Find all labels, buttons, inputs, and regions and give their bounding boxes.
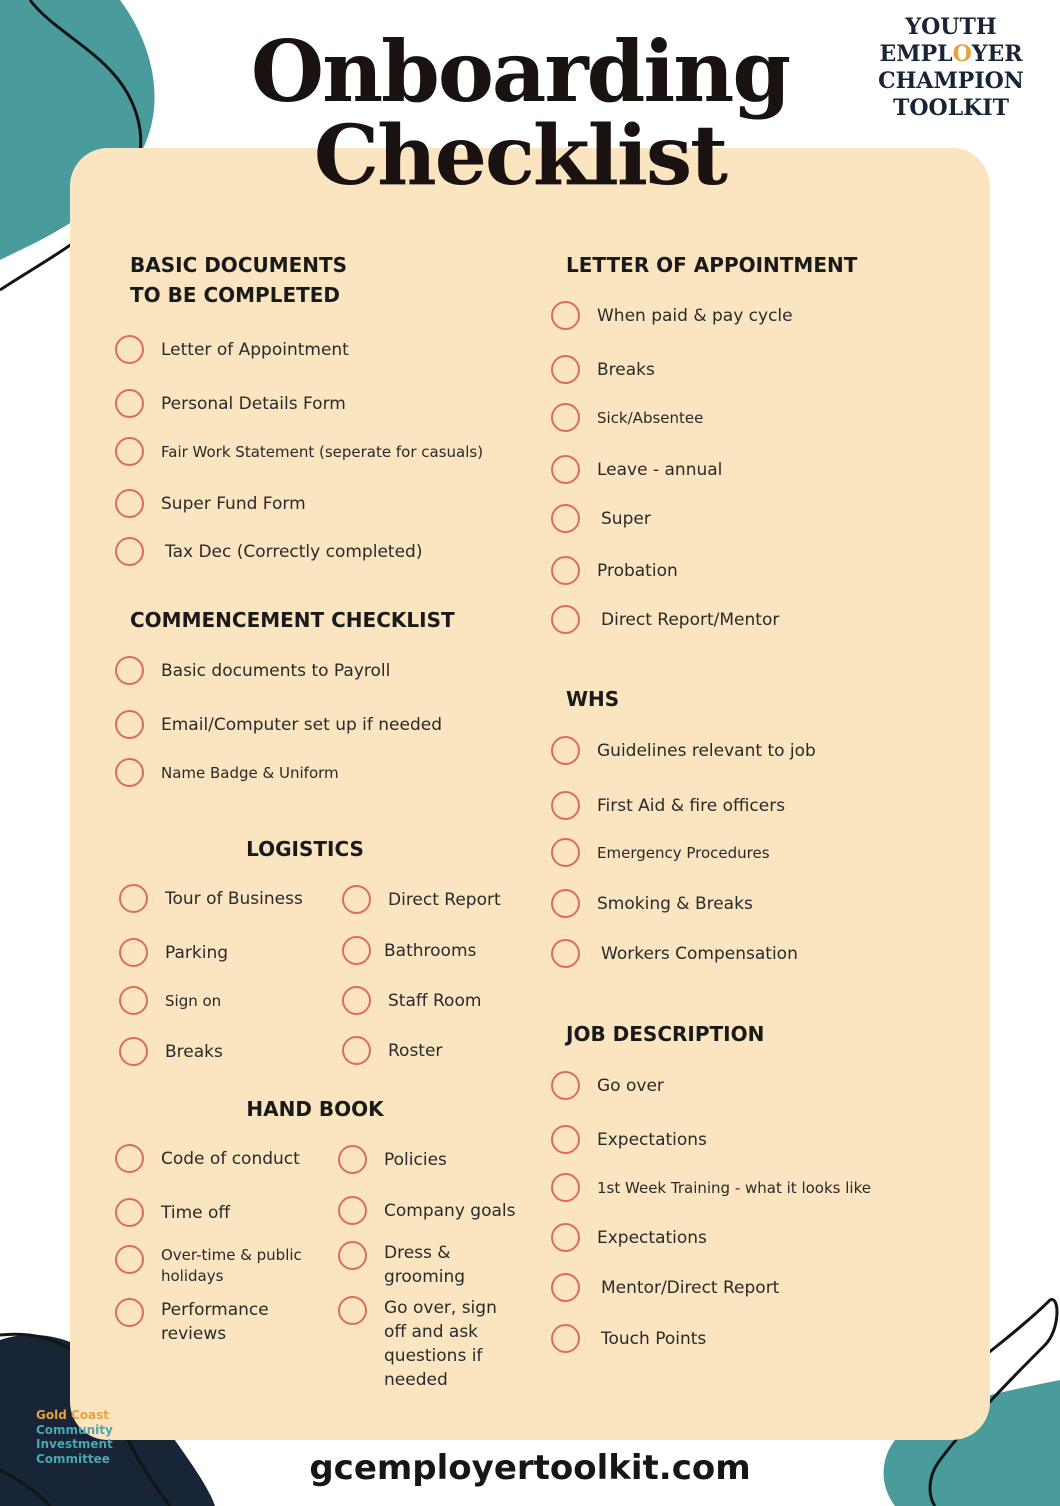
checklist-item[interactable]: Expectations [551, 1125, 707, 1154]
checklist-item[interactable]: Tax Dec (Correctly completed) [115, 537, 422, 566]
checklist-item[interactable]: Probation [551, 556, 678, 585]
checkbox-circle[interactable] [115, 335, 144, 364]
checklist-item[interactable]: When paid & pay cycle [551, 301, 793, 330]
checklist-item[interactable]: Time off [115, 1198, 230, 1227]
checkbox-circle[interactable] [551, 1071, 580, 1100]
gold-coast-community-investment-committee-logo: Gold Coast Community Investment Committee [36, 1408, 113, 1466]
checklist-item[interactable]: Go over [551, 1071, 664, 1100]
checkbox-circle[interactable] [551, 736, 580, 765]
checklist-item[interactable]: Workers Compensation [551, 939, 798, 968]
checkbox-circle[interactable] [342, 885, 371, 914]
checklist-item[interactable]: Guidelines relevant to job [551, 736, 816, 765]
checkbox-circle[interactable] [115, 1245, 144, 1274]
checklist-item[interactable]: Email/Computer set up if needed [115, 710, 442, 739]
checklist-item[interactable]: Fair Work Statement (seperate for casuals) [115, 437, 483, 466]
checkbox-circle[interactable] [338, 1196, 367, 1225]
checkbox-circle[interactable] [338, 1241, 367, 1270]
footer-website-url[interactable]: gcemployertoolkit.com [309, 1448, 751, 1488]
checklist-item[interactable]: Policies [338, 1145, 447, 1174]
checkbox-circle[interactable] [551, 1173, 580, 1202]
checklist-item[interactable]: Mentor/Direct Report [551, 1273, 779, 1302]
checkbox-circle[interactable] [551, 1223, 580, 1252]
checklist-item[interactable]: Breaks [119, 1037, 223, 1066]
checklist-item[interactable]: Breaks [551, 355, 655, 384]
checklist-item[interactable]: Code of conduct [115, 1144, 300, 1173]
checklist-item[interactable]: Emergency Procedures [551, 838, 770, 867]
checkbox-circle[interactable] [551, 889, 580, 918]
checkbox-circle[interactable] [551, 556, 580, 585]
checkbox-circle[interactable] [551, 1273, 580, 1302]
checkbox-circle[interactable] [119, 1037, 148, 1066]
checkbox-circle[interactable] [342, 1036, 371, 1065]
checkbox-circle[interactable] [551, 403, 580, 432]
checkbox-circle[interactable] [342, 986, 371, 1015]
checklist-item[interactable]: Dress & grooming [338, 1241, 489, 1289]
checkbox-circle[interactable] [115, 710, 144, 739]
section-title-whs: WHS [566, 687, 620, 711]
checklist-item[interactable]: First Aid & fire officers [551, 791, 785, 820]
checklist-item[interactable]: Direct Report/Mentor [551, 605, 779, 634]
checkbox-circle[interactable] [115, 437, 144, 466]
medal-icon: O [952, 41, 972, 67]
page-title-line1: Onboarding [250, 22, 790, 121]
checkbox-circle[interactable] [551, 939, 580, 968]
checkbox-circle[interactable] [115, 656, 144, 685]
checkbox-circle[interactable] [342, 936, 371, 965]
checklist-item[interactable]: Sick/Absentee [551, 403, 703, 432]
checkbox-circle[interactable] [115, 489, 144, 518]
checkbox-circle[interactable] [115, 1144, 144, 1173]
checkbox-circle[interactable] [551, 301, 580, 330]
checklist-item[interactable]: Tour of Business [119, 884, 303, 913]
checklist-item[interactable]: Super [551, 504, 651, 533]
checklist-item[interactable]: Super Fund Form [115, 489, 306, 518]
checkbox-circle[interactable] [551, 504, 580, 533]
checkbox-circle[interactable] [115, 1198, 144, 1227]
checkbox-circle[interactable] [551, 455, 580, 484]
section-title-basic-documents: BASIC DOCUMENTS TO BE COMPLETED [130, 253, 348, 307]
checklist-item[interactable]: Name Badge & Uniform [115, 758, 339, 787]
checkbox-circle[interactable] [551, 355, 580, 384]
checkbox-circle[interactable] [551, 791, 580, 820]
checkbox-circle[interactable] [551, 1125, 580, 1154]
section-title-commencement: COMMENCEMENT CHECKLIST [130, 608, 455, 632]
checkbox-circle[interactable] [551, 1324, 580, 1353]
checkbox-circle[interactable] [551, 605, 580, 634]
checklist-item[interactable]: Touch Points [551, 1324, 706, 1353]
checklist-item[interactable]: Sign on [119, 986, 221, 1015]
checkbox-circle[interactable] [115, 1298, 144, 1327]
checkbox-circle[interactable] [119, 938, 148, 967]
section-title-logistics: LOGISTICS [246, 837, 364, 861]
checkbox-circle[interactable] [115, 537, 144, 566]
checkbox-circle[interactable] [338, 1145, 367, 1174]
checkbox-circle[interactable] [119, 884, 148, 913]
checkbox-circle[interactable] [115, 758, 144, 787]
checklist-item[interactable]: Leave - annual [551, 455, 722, 484]
checklist-item[interactable]: Parking [119, 938, 228, 967]
checklist-item[interactable]: Roster [342, 1036, 442, 1065]
checklist-item[interactable]: Staff Room [342, 986, 481, 1015]
checkbox-circle[interactable] [119, 986, 148, 1015]
checklist-item[interactable]: Smoking & Breaks [551, 889, 753, 918]
checklist-item[interactable]: Bathrooms [342, 936, 476, 965]
checkbox-circle[interactable] [551, 838, 580, 867]
checklist-item[interactable]: Personal Details Form [115, 389, 346, 418]
checklist-item[interactable]: Go over, sign off and ask questions if needed [338, 1296, 514, 1392]
checklist-item[interactable]: Performance reviews [115, 1298, 311, 1346]
checklist-item[interactable]: Company goals [338, 1196, 515, 1225]
checklist-item[interactable]: Over-time & public holidays [115, 1245, 326, 1287]
checkbox-circle[interactable] [338, 1296, 367, 1325]
checklist-item[interactable]: Letter of Appointment [115, 335, 349, 364]
youth-employer-champion-toolkit-logo: YOUTH EMPLOYER CHAMPION TOOLKIT [878, 14, 1024, 121]
page-title-line2: Checklist [313, 108, 727, 204]
checklist-item[interactable]: 1st Week Training - what it looks like [551, 1173, 871, 1202]
section-title-letter-of-appointment: LETTER OF APPOINTMENT [566, 253, 858, 277]
checklist-item[interactable]: Basic documents to Payroll [115, 656, 390, 685]
section-title-handbook: HAND BOOK [246, 1097, 384, 1121]
checklist-item[interactable]: Direct Report [342, 885, 501, 914]
checklist-item[interactable]: Expectations [551, 1223, 707, 1252]
section-title-job-description: JOB DESCRIPTION [566, 1022, 765, 1046]
checkbox-circle[interactable] [115, 389, 144, 418]
